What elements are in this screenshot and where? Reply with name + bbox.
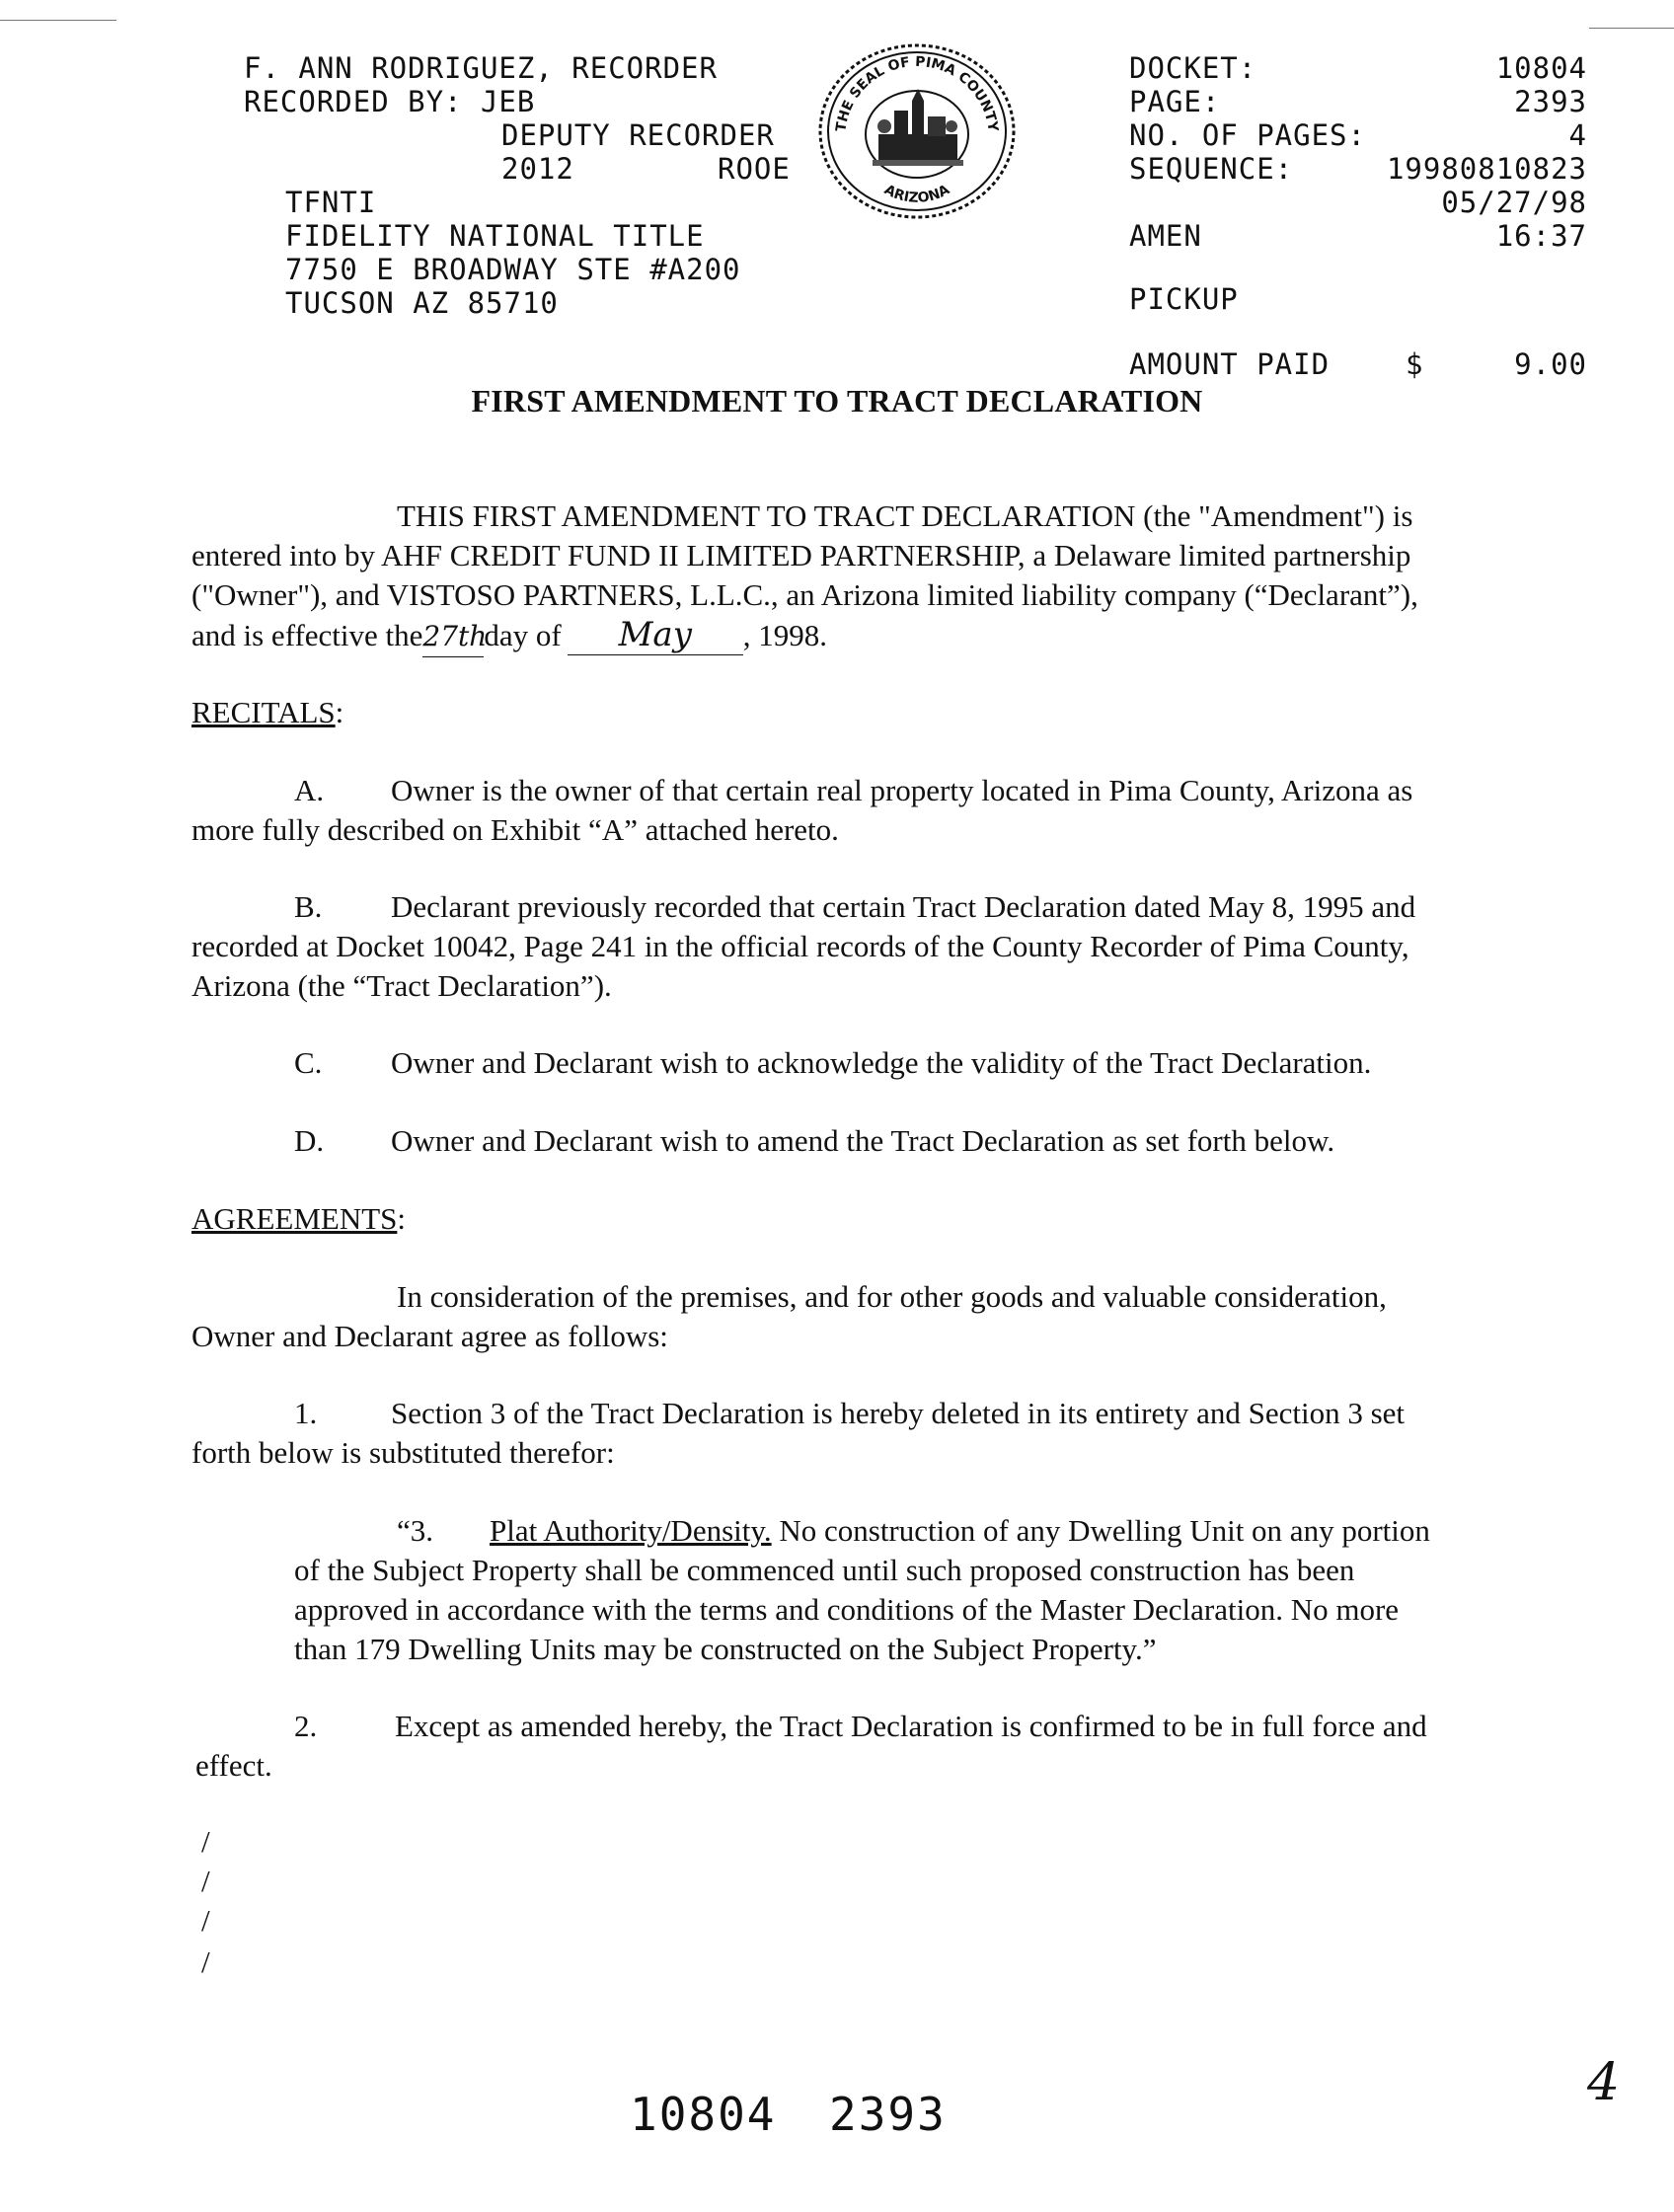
quote-number: “3.: [397, 1513, 434, 1548]
handwritten-month: May: [568, 615, 743, 655]
page-value: 2393: [1514, 85, 1587, 118]
recitals-heading: RECITALS:: [191, 695, 344, 729]
handwritten-page-number: 4: [1587, 2053, 1621, 2112]
footer-docket: 10804: [630, 2088, 777, 2141]
document-title: FIRST AMENDMENT TO TRACT DECLARATION: [471, 383, 1203, 419]
recital-c-line-1: Owner and Declarant wish to acknowledge the validity of the Tract Declaration.: [391, 1045, 1372, 1080]
recital-b-line-3: Arizona (the “Tract Declaration”).: [191, 968, 612, 1003]
continuation-slash: /: [201, 1945, 210, 1979]
amount-label: AMOUNT PAID: [1129, 347, 1331, 381]
agreements-heading: AGREEMENTS:: [191, 1201, 407, 1236]
recital-a-line-2: more fully described on Exhibit “A” attached hereto.: [191, 812, 839, 847]
page-label: PAGE:: [1129, 85, 1221, 118]
recital-a-letter: A.: [294, 773, 325, 807]
day-of: day of: [484, 618, 562, 652]
quote-line-4: than 179 Dwelling Units may be constructed on the Subject Property.”: [294, 1632, 1157, 1666]
pages-label: NO. OF PAGES:: [1129, 118, 1366, 152]
docket-value: 10804: [1495, 51, 1587, 85]
agreements-intro-line-2: Owner and Declarant agree as follows:: [191, 1319, 668, 1353]
recorder-code-a: 2012: [501, 152, 574, 186]
return-street: 7750 E BROADWAY STE #A200: [285, 253, 741, 286]
quote-line-2: of the Subject Property shall be commenced until such proposed construction has been: [294, 1553, 1355, 1587]
recital-b-letter: B.: [294, 889, 323, 924]
intro-line-4: [191, 615, 827, 657]
pages-value: 4: [1568, 118, 1587, 152]
sequence-value: 19980810823: [1386, 152, 1587, 186]
recitals-heading-text: RECITALS: [191, 695, 336, 729]
seal-bottom-text: ARIZONA: [881, 182, 952, 206]
amount-currency: $: [1406, 347, 1424, 381]
intro-line-3: ("Owner"), and VISTOSO PARTNERS, L.L.C., an Arizona limited liability company (“Declarant”),: [191, 577, 1418, 612]
top-left-rule: [0, 20, 116, 21]
handwritten-day: 27th: [422, 617, 484, 657]
quote-heading: Plat Authority/Density.: [490, 1513, 772, 1548]
deputy-recorder: DEPUTY RECORDER: [501, 118, 775, 152]
continuation-slash: /: [201, 1903, 210, 1938]
return-code: TFNTI: [285, 186, 377, 219]
recital-d-line-1: Owner and Declarant wish to amend the Tract Declaration as set forth below.: [391, 1123, 1335, 1158]
county-seal: [815, 39, 1019, 219]
recorder-code-b: ROOE: [718, 152, 791, 186]
agreements-heading-text: AGREEMENTS: [191, 1201, 398, 1236]
sequence-label: SEQUENCE:: [1129, 152, 1294, 186]
intro-line-1: THIS FIRST AMENDMENT TO TRACT DECLARATION (the "Amendment") is: [397, 498, 1413, 533]
effective-year: , 1998.: [742, 618, 828, 652]
agreements-intro-line-1: In consideration of the premises, and for other goods and valuable consideration,: [397, 1279, 1387, 1314]
quote-line-1-text: No construction of any Dwelling Unit on any portion: [779, 1513, 1430, 1548]
agreement-1-line-2: forth below is substituted therefor:: [191, 1435, 615, 1470]
intro-line-2: entered into by AHF CREDIT FUND II LIMITED PARTNERSHIP, a Delaware limited partnership: [191, 538, 1411, 572]
recital-a-line-1: Owner is the owner of that certain real property located in Pima County, Arizona as: [391, 773, 1413, 807]
effective-prefix: and is effective the: [191, 618, 423, 652]
recorded-by: RECORDED BY: JEB: [244, 85, 536, 118]
recital-c-letter: C.: [294, 1045, 323, 1080]
quote-line-3: approved in accordance with the terms and conditions of the Master Declaration. No more: [294, 1592, 1400, 1627]
footer-page: 2393: [829, 2088, 947, 2141]
quote-line-1: [490, 1511, 1430, 1551]
record-date: 05/27/98: [1441, 186, 1587, 219]
top-right-rule: [1589, 28, 1674, 29]
record-time: 16:37: [1495, 219, 1587, 253]
agreement-1-line-1: Section 3 of the Tract Declaration is hereby deleted in its entirety and Section 3 set: [391, 1396, 1406, 1430]
agreement-2-line-2: effect.: [195, 1748, 272, 1783]
pickup-label: PICKUP: [1129, 282, 1239, 316]
continuation-slash: /: [201, 1824, 210, 1859]
docket-label: DOCKET:: [1129, 51, 1257, 85]
agreement-2-number: 2.: [294, 1709, 318, 1743]
agreement-2-line-1: Except as amended hereby, the Tract Declaration is confirmed to be in full force and: [395, 1709, 1427, 1743]
agreement-1-number: 1.: [294, 1396, 318, 1430]
recital-b-line-2: recorded at Docket 10042, Page 241 in the official records of the County Recorder of Pima County,: [191, 929, 1409, 963]
document-type: AMEN: [1129, 219, 1202, 253]
recital-b-line-1: Declarant previously recorded that certain Tract Declaration dated May 8, 1995 and: [391, 889, 1416, 924]
recital-d-letter: D.: [294, 1123, 325, 1158]
return-company: FIDELITY NATIONAL TITLE: [285, 219, 705, 253]
continuation-slash: /: [201, 1864, 210, 1898]
seal-top-text: THE SEAL OF PIMA COUNTY: [833, 53, 1001, 133]
amount-value: 9.00: [1514, 347, 1587, 381]
recorder-name: F. ANN RODRIGUEZ, RECORDER: [244, 51, 718, 85]
return-city: TUCSON AZ 85710: [285, 286, 559, 320]
